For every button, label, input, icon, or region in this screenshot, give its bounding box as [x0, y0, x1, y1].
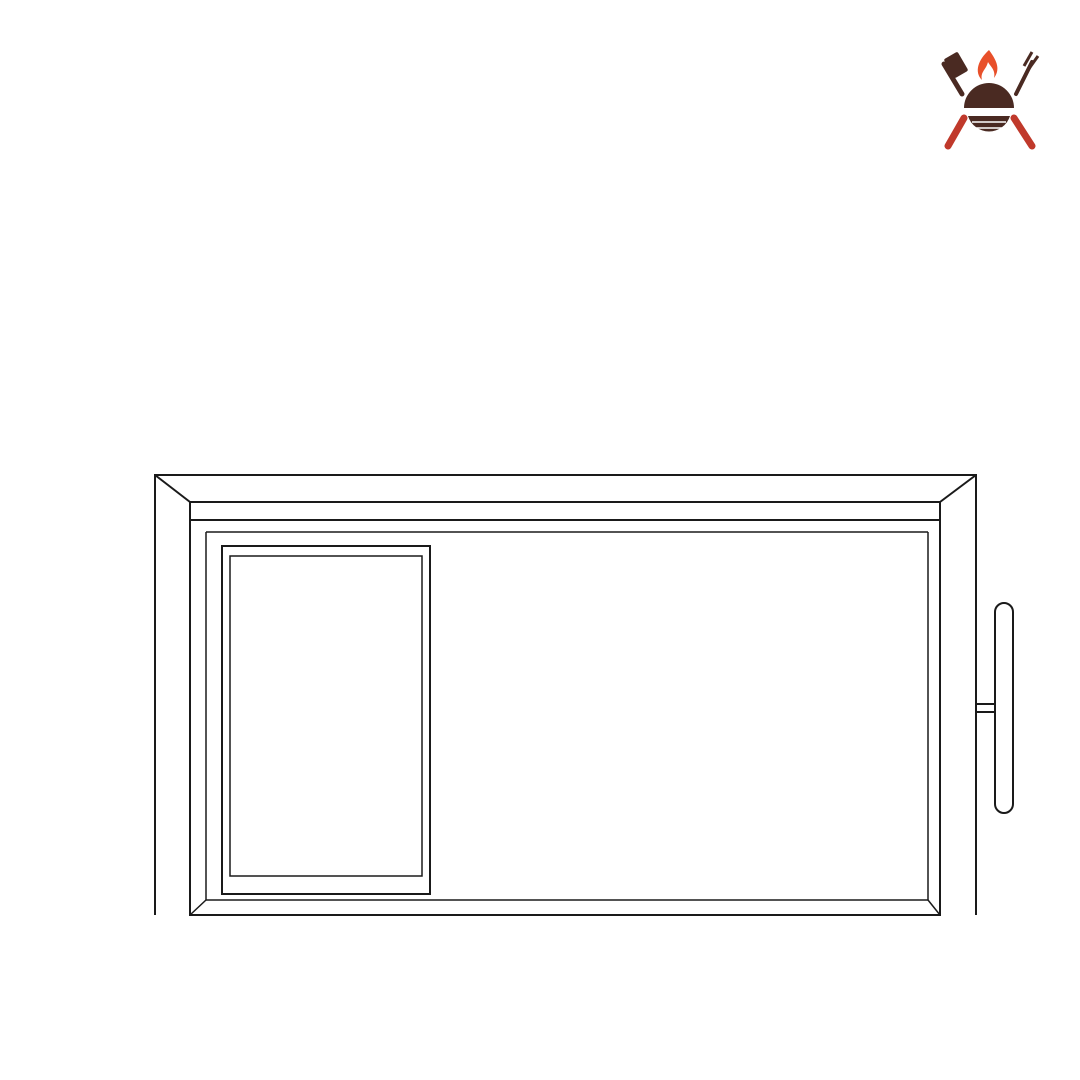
grill-frame: [155, 475, 976, 915]
skewer-module: [222, 546, 430, 894]
side-handle: [976, 603, 1013, 813]
